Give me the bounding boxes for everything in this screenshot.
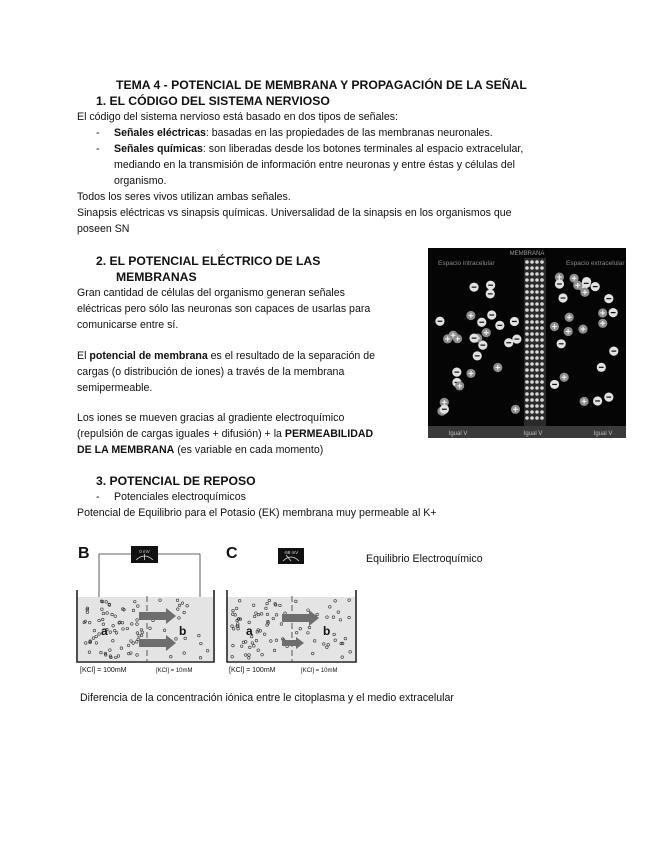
compartment-b-c: b	[323, 624, 331, 638]
text: El	[77, 350, 90, 362]
conc-b-left: [KCl] = 100mM	[80, 667, 127, 674]
footer-mid: Igual V	[523, 431, 543, 437]
label-b: B	[78, 545, 90, 562]
bullet-dash: -	[96, 143, 100, 155]
bullet-dash: -	[96, 491, 100, 503]
s3-bullet	[96, 490, 246, 506]
s2-p1-l3: comunicarse entre sí.	[77, 319, 179, 331]
beakers-figure	[76, 540, 366, 678]
s2-p1-l2: eléctricas pero sólo las neuronas son capaces de usarlas para	[77, 303, 371, 315]
s1-intro: El código del sistema nervioso está basado en dos tipos de señales:	[77, 111, 398, 123]
bold-term: DE LA MEMBRANA	[77, 444, 175, 456]
extracellular-label: Espacio extracelular	[566, 260, 625, 267]
figure-caption: Diferencia de la concentración iónica entre le citoplasma y el medio extracelular	[80, 692, 454, 704]
bold-term: potencial de membrana	[89, 350, 208, 362]
section-2-heading: 2. EL POTENCIAL ELÉCTRICO DE LAS	[96, 254, 321, 268]
intracellular-label: Espacio intracelular	[438, 260, 495, 267]
bullet-text: : son liberadas desde los botones terminales al espacio extracelular,	[202, 143, 524, 155]
section-2-heading-line-2: MEMBRANAS	[116, 270, 197, 284]
bold-term: Señales eléctricas	[114, 127, 206, 139]
equilibrium-label: Equilibrio Electroquímico	[366, 553, 483, 565]
bold-term: PERMEABILIDAD	[284, 428, 374, 440]
label-c: C	[226, 545, 238, 562]
bullet-dash: -	[96, 127, 100, 139]
section-3-heading: 3. POTENCIAL DE REPOSO	[96, 474, 256, 488]
section-1-heading: 1. EL CÓDIGO DEL SISTEMA NERVIOSO	[96, 94, 330, 108]
s2-p2-l3: semipermeable.	[77, 382, 153, 394]
s2-p3-l3	[77, 443, 323, 459]
s1-bullet-1	[96, 126, 493, 142]
s2-p2-l2: cargas (o distribución de iones) a través de la membrana	[77, 366, 345, 378]
compartment-a-c: a	[246, 624, 253, 638]
text: (es variable en cada momento)	[174, 444, 324, 456]
voltmeter-c-reading: -58 mV	[283, 550, 299, 555]
s1-bullet-2-line-2: mediando en la transmisión de información entre neuronas y entre éstas y células del	[114, 159, 516, 171]
membrane-figure	[428, 248, 626, 438]
s3-paragraph: Potencial de Equilibrio para el Potasio (EK) membrana muy permeable al K+	[77, 507, 437, 519]
s1-bullet-2-line-3: organismo.	[114, 175, 167, 187]
s2-p1-l1: Gran cantidad de células del organismo generan señales	[77, 287, 345, 299]
s2-p3-l1: Los iones se mueven gracias al gradiente electroquímico	[77, 412, 345, 424]
voltmeter-b-reading: 0 mV	[139, 549, 150, 554]
s1-paragraph-2-line-2: poseen SN	[77, 223, 130, 235]
membrane-band	[524, 258, 546, 426]
text: (repulsión de cargas iguales + difusión) + la	[77, 428, 285, 440]
bullet-text: : basadas en las propiedades de las membranas neuronales.	[205, 127, 493, 139]
conc-c-right: [KCl] = 10mM	[301, 668, 338, 674]
s1-paragraph-2: Sinapsis eléctricas vs sinapsis químicas. Universalidad de la sinapsis en los organismos que	[77, 207, 512, 219]
compartment-a: a	[101, 624, 108, 638]
compartment-b: b	[179, 624, 187, 638]
beaker-c	[227, 590, 356, 662]
page-title: TEMA 4 - POTENCIAL DE MEMBRANA Y PROPAGACIÓN DE LA SEÑAL	[116, 78, 527, 92]
s2-p2-l1	[77, 349, 375, 365]
conc-c-left: [KCl] = 100mM	[229, 667, 276, 674]
s2-p3-l2	[77, 427, 373, 443]
s1-paragraph-1: Todos los seres vivos utilizan ambas señales.	[77, 191, 291, 203]
footer-right: Igual V	[593, 431, 613, 437]
s1-bullet-2	[96, 142, 523, 158]
bold-term: Señales químicas	[114, 143, 203, 155]
bullet-text: Potenciales electroquímicos	[114, 491, 246, 503]
footer-left: Igual V	[448, 431, 468, 437]
text: es el resultado de la separación de	[207, 350, 375, 362]
beaker-b	[77, 590, 214, 662]
membrane-label: MEMBRANA	[509, 251, 545, 257]
conc-b-right: [KCl] = 10mM	[156, 668, 193, 674]
